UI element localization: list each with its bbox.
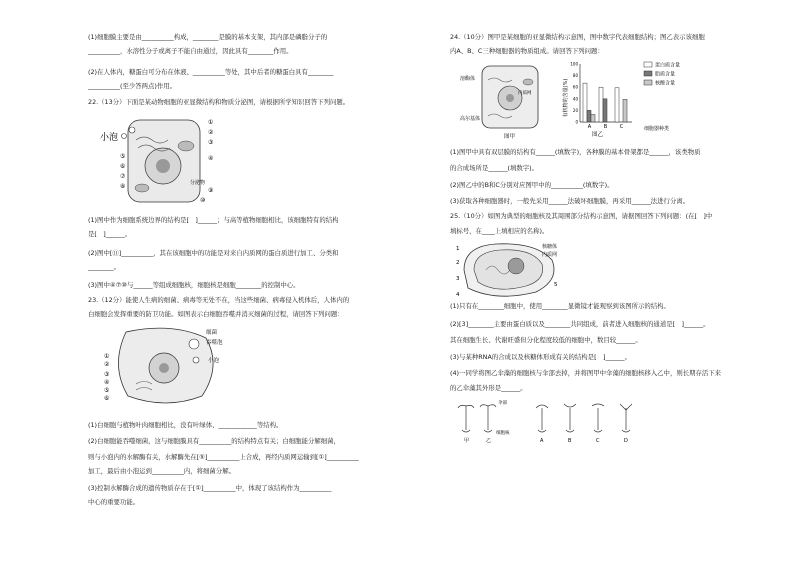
q25-s2: (2)[3]________主要由蛋白质以及________共同组成，前者进入细胞核的通道是[ ]______。 xyxy=(450,320,710,328)
chart-legend-swatch xyxy=(644,80,652,85)
q23-s1: (1)白细胞与植物叶肉细胞相比，没有叶绿体、____________等结构。 xyxy=(88,421,283,429)
q1-line3: (2)在人体内，糖蛋白可分布在体液、__________等处，其中后者的糖蛋白具有________ xyxy=(88,68,334,76)
chart-ytick: 40 xyxy=(572,96,578,102)
chart-bar xyxy=(623,99,627,122)
chart-bar xyxy=(587,110,591,122)
chart-ylabel: 有机物的含量(%) xyxy=(563,78,569,118)
ribosome-label: 核糖体 xyxy=(542,244,558,250)
chart-bar xyxy=(599,87,603,122)
phagosome-label: 吞噬泡 xyxy=(206,340,223,346)
num-1: ① xyxy=(208,119,214,126)
er-label-25: 内质网 xyxy=(542,252,558,258)
q24-s1: (1)图甲中具有双层膜的结构有______(填数字)，各种膜的基本骨架都是______，该类物质 xyxy=(450,148,701,156)
q25-s4: (4)一同学将图乙伞藻的细胞核与伞部去掉，并将图甲中伞藻的细胞核移入乙中，则长期存活下来 xyxy=(450,369,722,377)
n25-1: 1 xyxy=(456,246,460,252)
secretion-label: 分泌物 xyxy=(190,180,206,186)
q23-heading2: 白细胞会发挥重要的防卫功能。如图表示白细胞吞噬并消灭细菌的过程，请回答下列问题： xyxy=(88,310,344,318)
q22-s2: (2)图中[⑪]__________，其在该细胞中的功能是对来自内质网的蛋白质进行加工、分类和 xyxy=(88,249,339,257)
num-4: ④ xyxy=(208,155,214,162)
q1-line1: (1)细胞膜主要是由__________构成，________是膜的基本支架，其内部是磷脂分子的 xyxy=(88,33,328,41)
er-label: 内质网 xyxy=(518,91,532,96)
num-7: ⑦ xyxy=(120,173,126,180)
jia-caption: 图甲 xyxy=(504,134,516,140)
num-2: ② xyxy=(208,129,214,136)
q23-s3: (3)控制水解酶合成的遗传物质存在于[①]__________中，体现了该结构作为__________ xyxy=(88,484,332,492)
q22-s2b: ________。 xyxy=(88,263,120,271)
q24-s1b: 的合成场所是______(填数字)。 xyxy=(450,164,539,172)
lysosome-label: 溶酶体 xyxy=(460,76,476,82)
num-8: ⑧ xyxy=(120,183,126,190)
num-3: ③ xyxy=(208,139,214,146)
num-9: ⑨ xyxy=(208,187,214,194)
n23-6: ⑥ xyxy=(104,395,110,402)
num-6: ⑥ xyxy=(120,163,126,170)
alga-c: C xyxy=(596,438,600,444)
alga-jia: 甲 xyxy=(464,438,470,444)
q1-line2: __________，水溶性分子或离子不能自由通过，因此具有________作用。 xyxy=(88,47,293,55)
n25-3: 3 xyxy=(456,276,460,282)
q25-s3: (3)与某种RNA的合成以及核糖体形成有关的结构是[ ]______。 xyxy=(450,353,632,361)
q25-heading: 25.（10分）如图为典型的细胞核及其周围部分结构示意图，请据图回答下列问题：(在[ ]中 xyxy=(450,212,713,220)
chart-bar xyxy=(603,99,607,122)
white-blood-cell-figure xyxy=(102,324,232,408)
yi-caption: 图乙 xyxy=(592,132,604,138)
n23-1: ① xyxy=(104,353,110,360)
alga-b: B xyxy=(568,438,572,444)
q25-s1: (1)只有在________细胞中，使用________显微镜才能观察到该图所示的结构。 xyxy=(450,302,670,310)
n23-3: ③ xyxy=(104,371,110,378)
chart-bar xyxy=(591,114,595,122)
chart-category-label: C xyxy=(619,124,624,130)
vesicle-label-23: 小泡 xyxy=(208,358,220,364)
chart-bar xyxy=(583,83,587,122)
chart-xlabel: 细胞器种类 xyxy=(644,126,670,132)
q22-s1: (1)图中作为细胞系统边界的结构是[ ]______；与高等植物细胞相比，该细胞特有的结构 xyxy=(88,216,339,224)
q22-s3: (3)图中④⑦⑩与______等组成细胞核，细胞核是细胞________的控制中心。 xyxy=(88,281,300,289)
chart-legend-label: 核酸含量 xyxy=(655,80,676,87)
n25-2: 2 xyxy=(456,260,460,266)
chart-legend-swatch xyxy=(644,62,652,67)
q23-s3b: 中心的重要功能。 xyxy=(88,498,140,506)
chart-ytick: 0 xyxy=(575,119,578,125)
q25-heading2: 填标号，在____上填相应的名称)。 xyxy=(450,227,549,235)
n25-5: 5 xyxy=(554,282,558,288)
chart-ytick: 60 xyxy=(572,84,578,90)
golgi-label: 高尔基体 xyxy=(460,116,481,122)
chart-legend-label: 脂质含量 xyxy=(655,71,676,78)
q24-s2: (2)图乙中的B和C分别对应图甲中的__________(填数字)。 xyxy=(450,181,614,189)
alga-d: D xyxy=(624,438,628,444)
alga-a: A xyxy=(540,438,544,444)
chart-category-label: B xyxy=(603,124,608,130)
nucleus-note: 细胞核 xyxy=(496,431,510,436)
chart-ytick: 20 xyxy=(572,107,578,113)
q24-heading: 24.（10分）图甲是某细胞的亚显微结构示意图，图中数字代表细胞结构；图乙表示该细胞 xyxy=(450,33,705,41)
q24-heading2: 内A、B、C三种细胞器的物质组成。请回答下列问题： xyxy=(450,47,604,55)
chart-ytick: 100 xyxy=(570,61,578,67)
q23-s2c: 加工，最后由小泡运到__________内，将细菌分解。 xyxy=(88,467,235,475)
nucleolus-shape xyxy=(156,159,170,173)
chart-bar xyxy=(615,88,619,122)
q25-s4b: 的乙伞藻其外形是______。 xyxy=(450,384,527,392)
animal-cell-figure xyxy=(100,110,220,205)
n25-4: 4 xyxy=(456,292,460,298)
q25-s2b: 其在细胞生长、代谢旺盛但分化程度较低的细胞中，数目较______。 xyxy=(450,336,642,344)
q23-s2: (2)白细胞能吞噬细菌，这与细胞膜具有__________的结构特点有关；白细胞能分解细菌， xyxy=(88,437,340,445)
q22-s1b: 是[ ]______。 xyxy=(88,230,132,238)
n23-2: ② xyxy=(104,361,110,368)
n23-5: ⑤ xyxy=(104,387,110,394)
alga-figure xyxy=(456,398,656,444)
chart-category-label: A xyxy=(587,124,592,130)
n23-4: ④ xyxy=(104,379,110,386)
q1-line4: __________(至少答两点)作用。 xyxy=(88,82,177,90)
nucleus-figure xyxy=(456,240,566,302)
chart-legend-label: 蛋白质含量 xyxy=(655,62,681,69)
vesicle-label: 小泡 xyxy=(100,133,119,143)
num-10: ⑩ xyxy=(200,197,206,204)
q23-heading: 23.（12分）能使人生病的细菌、病毒等无处不在，当这些细菌、病毒侵入机体后，人体内的 xyxy=(88,296,350,304)
figure-jia xyxy=(460,60,544,140)
bacteria-label: 细菌 xyxy=(206,330,218,336)
figure-yi-chart xyxy=(562,56,712,138)
q23-s2b: 则与小泡内的水解酶有关，水解酶先在[⑤]__________上合成，再经内质网运输到[①]__________ xyxy=(88,453,359,461)
chart-legend-swatch xyxy=(644,71,652,76)
chart-ytick: 80 xyxy=(572,73,578,79)
q24-s3: (3)获取各种细胞器时，一般先采用______法破坏细胞膜，再采用______法进行分离。 xyxy=(450,197,690,205)
cap-label: 伞部 xyxy=(498,401,507,406)
q22-heading: 22.（13分）下面是某动物细胞的亚显微结构和物质分泌图，请根据所学知识回答下列问题。 xyxy=(88,98,350,106)
alga-yi: 乙 xyxy=(486,438,492,444)
num-5: ⑤ xyxy=(120,153,126,160)
